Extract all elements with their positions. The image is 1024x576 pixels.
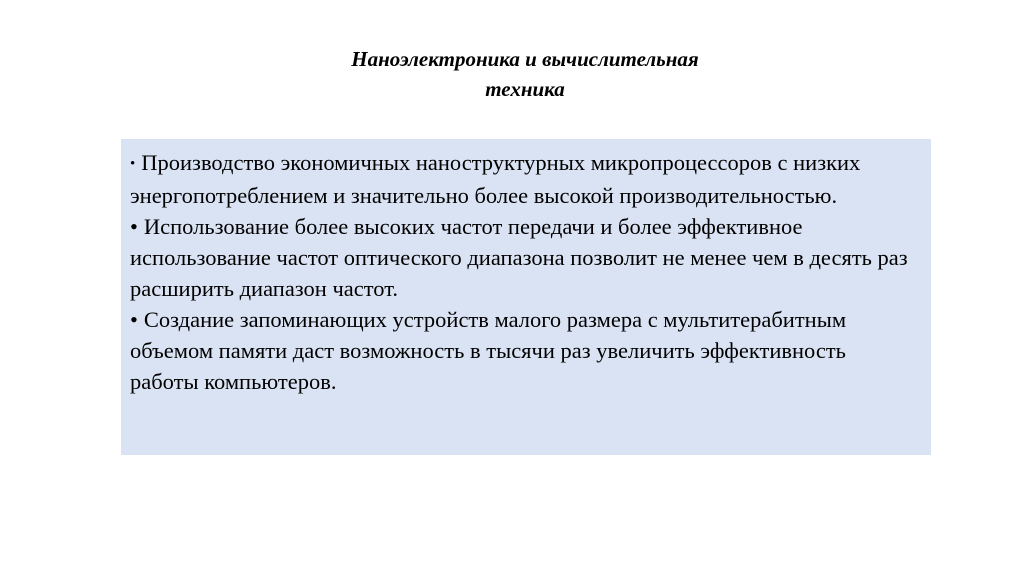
bullet-marker-2: • (130, 214, 138, 239)
content-box (121, 139, 931, 455)
bullet-text-1: Производство экономичных наноструктурных микропроцессоров с низких энергопотреблением и значительно более высокой производительностью. (130, 150, 861, 208)
bullet-item-1 (130, 147, 911, 211)
bullet-text-3: Создание запоминающих устройств малого размера с мультитерабитным объемом памяти даст возможность в тысячи раз увеличить эффективность работы компьютеров. (130, 307, 847, 394)
bullet-item-3 (130, 304, 911, 397)
bullet-marker-1: • (130, 156, 136, 172)
bullet-text-2: Использование более высоких частот передачи и более эффективное использование частот оптического диапазона позволит не менее чем в десять раз расширить диапазон частот. (130, 214, 908, 301)
slide-title-line-1: Наноэлектроника и вычислительная (351, 47, 699, 71)
bullet-item-2 (130, 211, 911, 304)
slide-title-line-2: техника (485, 77, 565, 101)
bullet-marker-3: • (130, 307, 138, 332)
slide-title (300, 44, 750, 104)
